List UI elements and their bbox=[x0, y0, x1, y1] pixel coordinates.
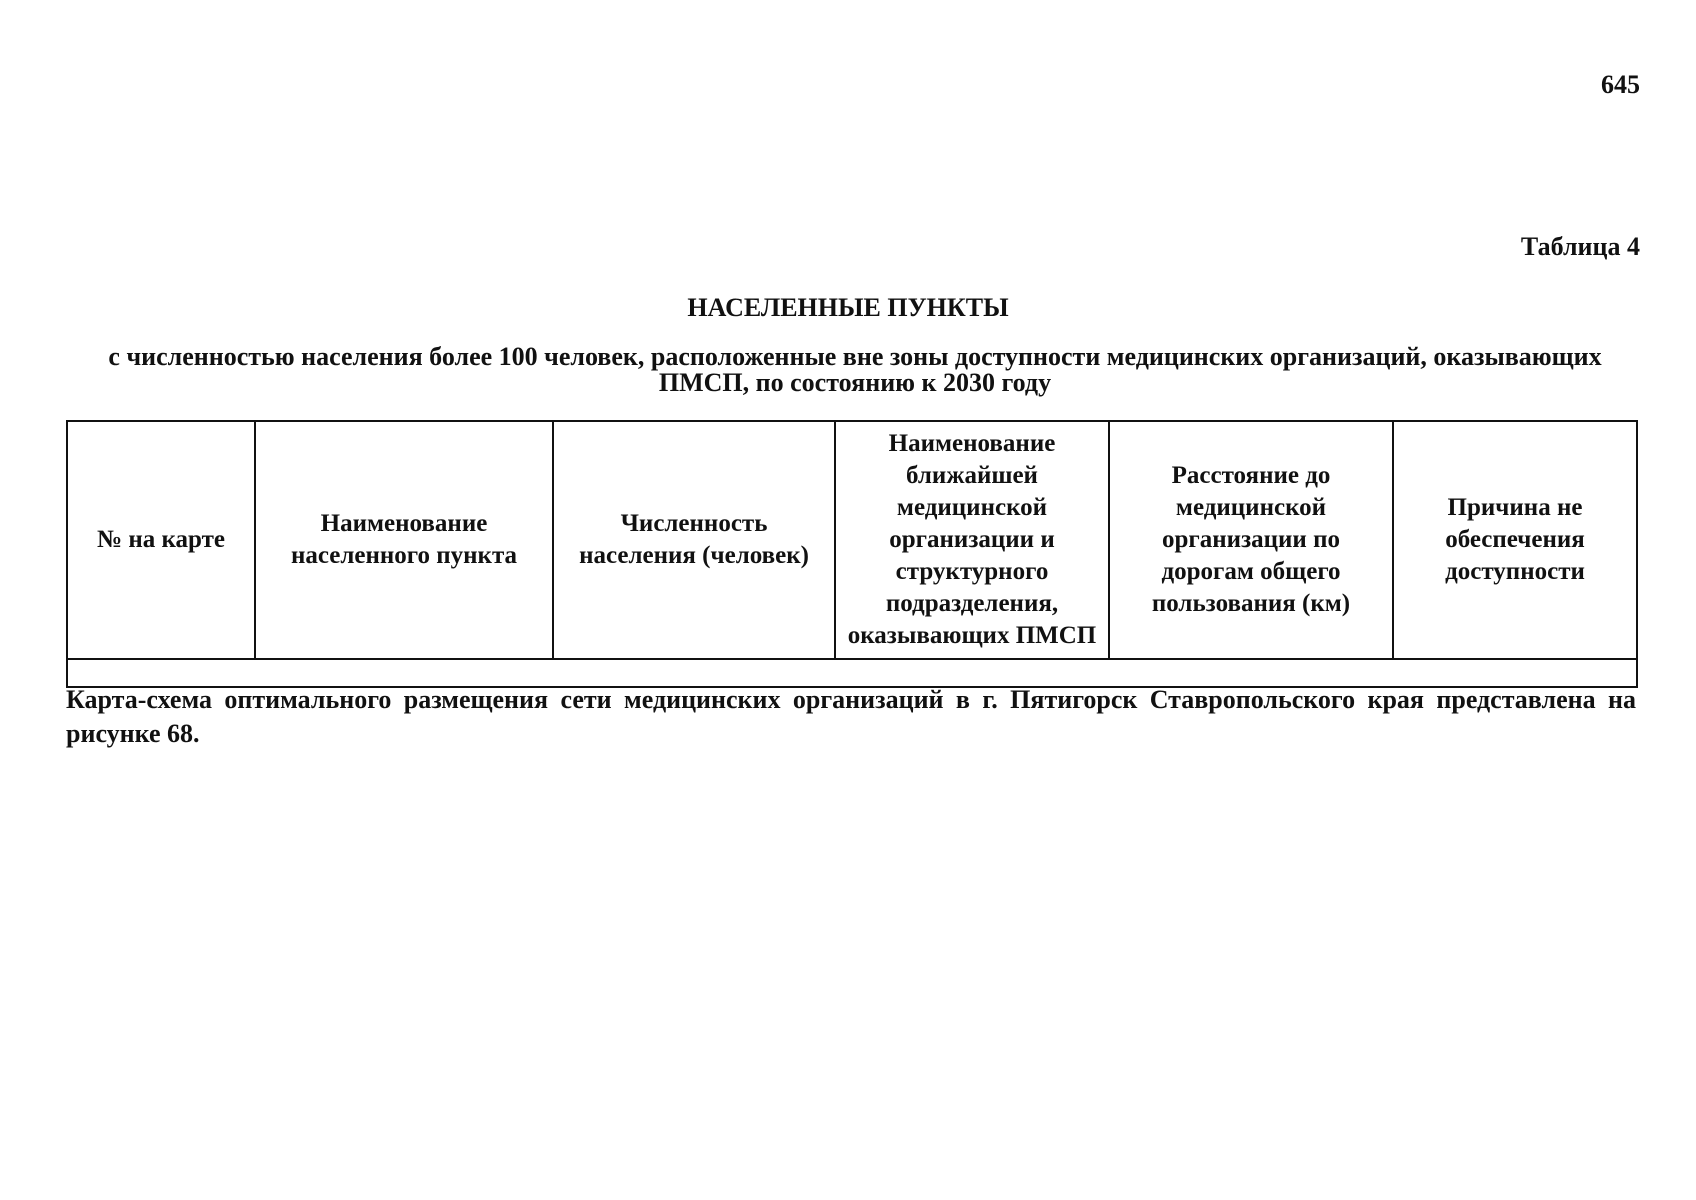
header-map-number: № на карте bbox=[67, 421, 255, 659]
settlements-table bbox=[66, 420, 1638, 688]
header-nearest-medical-organization: Наименование ближайшей медицинской организации и структурного подразделения, оказывающих ПМСП bbox=[835, 421, 1109, 659]
header-reason: Причина не обеспечения доступности bbox=[1393, 421, 1637, 659]
document-subtitle: с численностью населения более 100 человек, расположенные вне зоны доступности медицинских организаций, оказывающих ПМСП, по состоянию к 2030 году bbox=[108, 342, 1602, 397]
table-header-row bbox=[67, 421, 1637, 659]
header-population: Численность населения (человек) bbox=[553, 421, 835, 659]
settlements-table-container bbox=[66, 420, 1636, 688]
caption-paragraph: Карта-схема оптимального размещения сети медицинских организаций в г. Пятигорск Ставропольского края представлена на рисунке 68. bbox=[66, 685, 1636, 748]
table-label: Таблица 4 bbox=[1520, 232, 1640, 261]
header-settlement-name: Наименование населенного пункта bbox=[255, 421, 553, 659]
page-number: 645 bbox=[1601, 70, 1640, 99]
document-title: НАСЕЛЕННЫЕ ПУНКТЫ bbox=[687, 293, 1009, 322]
header-distance: Расстояние до медицинской организации по дорогам общего пользования (км) bbox=[1109, 421, 1393, 659]
